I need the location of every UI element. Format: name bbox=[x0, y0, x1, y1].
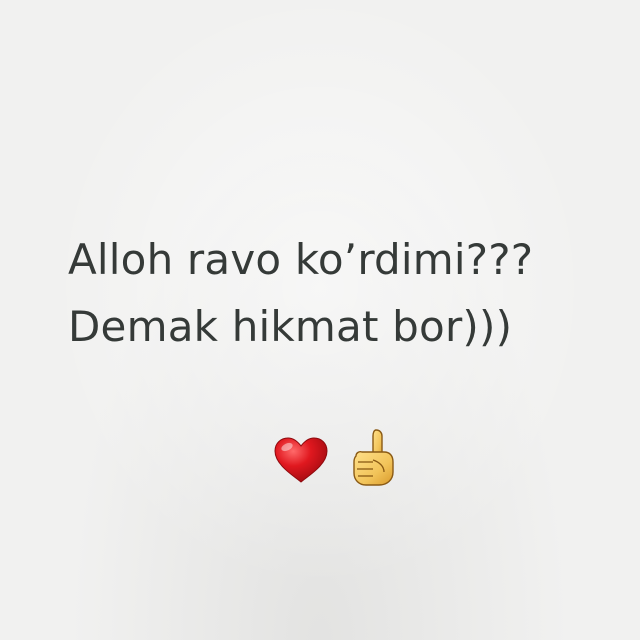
emoji-row bbox=[272, 426, 412, 488]
index-pointing-up-icon bbox=[346, 426, 400, 488]
quote-line-1: Alloh ravo ko’rdimi??? bbox=[68, 235, 534, 284]
quote-line-2: Demak hikmat bor))) bbox=[68, 302, 513, 351]
quote-text bbox=[68, 226, 628, 360]
red-heart-icon bbox=[272, 436, 330, 484]
